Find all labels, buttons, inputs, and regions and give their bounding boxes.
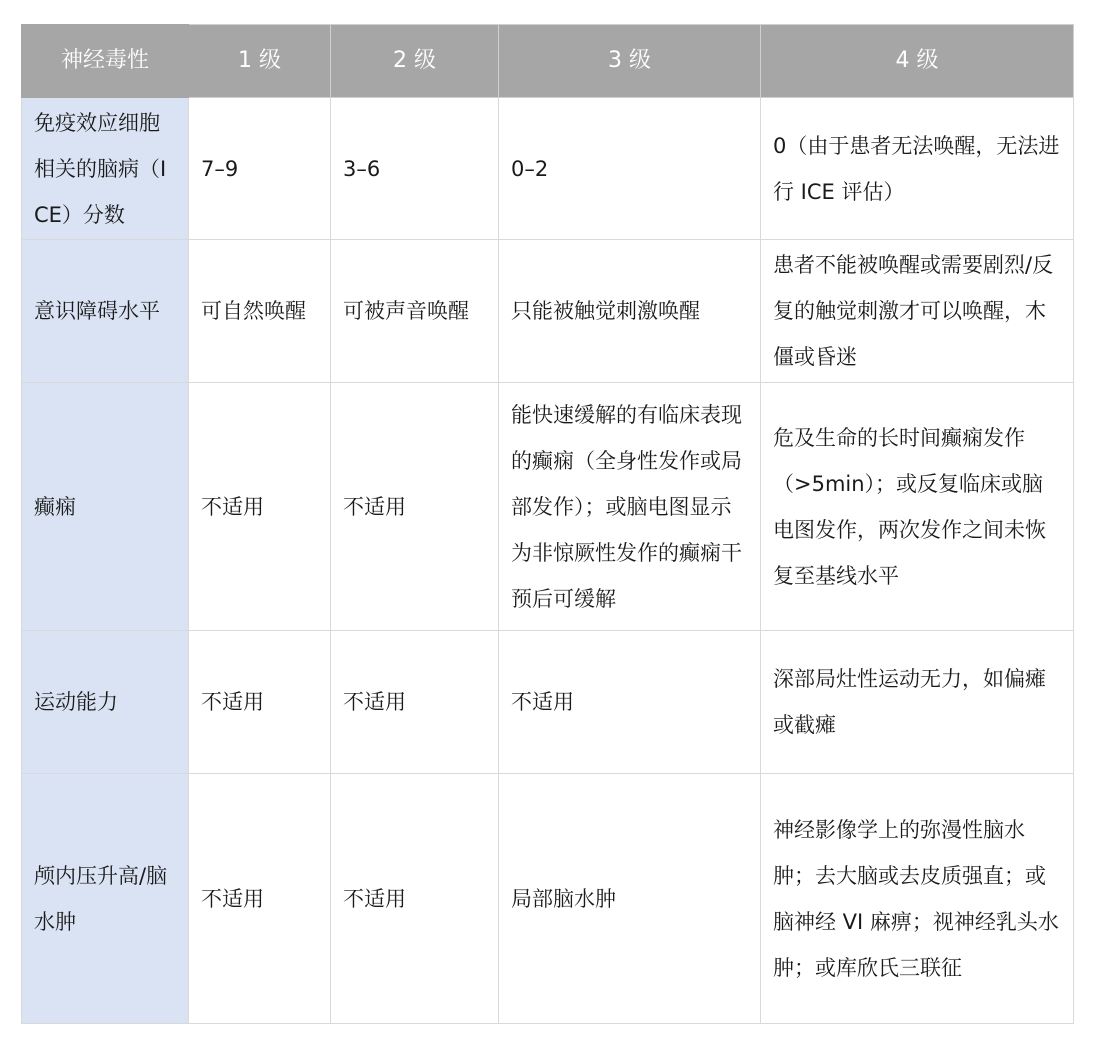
header-grade-1: 1 级 bbox=[189, 25, 331, 98]
row-label: 运动能力 bbox=[22, 631, 189, 774]
table-cell-grade-1: 不适用 bbox=[189, 774, 331, 1024]
header-grade-2: 2 级 bbox=[331, 25, 499, 98]
table-cell-grade-4: 患者不能被唤醒或需要剧烈/反复的触觉刺激才可以唤醒，木僵或昏迷 bbox=[761, 240, 1074, 383]
row-label: 癫痫 bbox=[22, 383, 189, 631]
table-row-motor bbox=[22, 631, 1074, 774]
table-cell-grade-3: 只能被触觉刺激唤醒 bbox=[499, 240, 761, 383]
header-grade-4: 4 级 bbox=[761, 25, 1074, 98]
table-header-row bbox=[22, 25, 1074, 98]
table-cell-grade-1: 不适用 bbox=[189, 383, 331, 631]
table-cell-grade-2: 3–6 bbox=[331, 98, 499, 240]
table-cell-grade-2: 不适用 bbox=[331, 774, 499, 1024]
table-cell-grade-1: 不适用 bbox=[189, 631, 331, 774]
table-cell-grade-2: 不适用 bbox=[331, 631, 499, 774]
table-row-seizure bbox=[22, 383, 1074, 631]
table-cell-grade-1: 7–9 bbox=[189, 98, 331, 240]
table-row-intracranial-pressure bbox=[22, 774, 1074, 1024]
neurotoxicity-grading-table-container bbox=[21, 24, 1073, 1023]
table-cell-grade-3: 0–2 bbox=[499, 98, 761, 240]
row-label: 免疫效应细胞相关的脑病（ICE）分数 bbox=[22, 98, 189, 240]
table-cell-grade-2: 可被声音唤醒 bbox=[331, 240, 499, 383]
table-cell-grade-4: 危及生命的长时间癫痫发作（>5min）；或反复临床或脑电图发作，两次发作之间未恢复至基线水平 bbox=[761, 383, 1074, 631]
header-neurotoxicity: 神经毒性 bbox=[22, 25, 189, 98]
neurotoxicity-grading-table bbox=[21, 24, 1074, 1024]
row-label: 意识障碍水平 bbox=[22, 240, 189, 383]
table-row-ice-score bbox=[22, 98, 1074, 240]
table-cell-grade-1: 可自然唤醒 bbox=[189, 240, 331, 383]
table-cell-grade-2: 不适用 bbox=[331, 383, 499, 631]
table-cell-grade-3: 不适用 bbox=[499, 631, 761, 774]
table-cell-grade-3: 局部脑水肿 bbox=[499, 774, 761, 1024]
table-row-consciousness bbox=[22, 240, 1074, 383]
table-cell-grade-4: 0（由于患者无法唤醒，无法进行 ICE 评估） bbox=[761, 98, 1074, 240]
header-grade-3: 3 级 bbox=[499, 25, 761, 98]
table-cell-grade-3: 能快速缓解的有临床表现的癫痫（全身性发作或局部发作）；或脑电图显示为非惊厥性发作的癫痫干预后可缓解 bbox=[499, 383, 761, 631]
table-cell-grade-4: 神经影像学上的弥漫性脑水肿；去大脑或去皮质强直；或脑神经 VI 麻痹；视神经乳头水肿；或库欣氏三联征 bbox=[761, 774, 1074, 1024]
table-cell-grade-4: 深部局灶性运动无力，如偏瘫或截瘫 bbox=[761, 631, 1074, 774]
row-label: 颅内压升高/脑水肿 bbox=[22, 774, 189, 1024]
